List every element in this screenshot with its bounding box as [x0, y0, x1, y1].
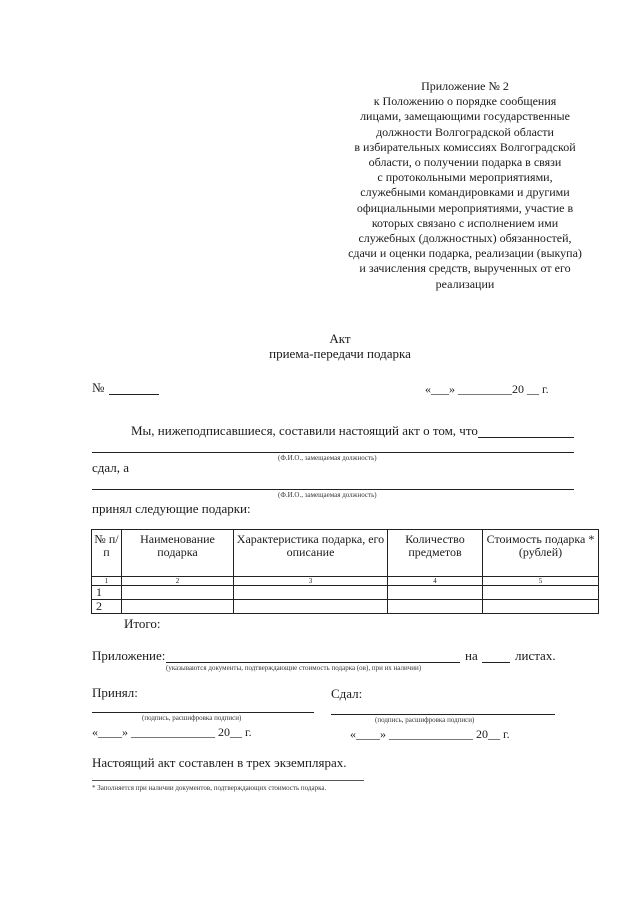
fio-hint-2: (Ф.И.О., замещаемая должность): [278, 491, 377, 499]
column-number-row: [92, 577, 599, 586]
attachment-sheets-field[interactable]: [482, 662, 510, 663]
appendix-line: реализации: [435, 276, 495, 291]
appendix-header: [320, 79, 610, 292]
cell-quantity[interactable]: [388, 586, 483, 600]
intro-field[interactable]: [478, 437, 574, 438]
table-row: [92, 586, 599, 600]
fio-field-1[interactable]: [92, 452, 574, 453]
attachment-hint: (указываются документы, подтверждающие стоимость подарка (ов), при их наличии): [166, 664, 422, 672]
received-following-label: принял следующие подарки:: [92, 501, 251, 516]
cell-description[interactable]: [234, 600, 388, 614]
col-number: 5: [483, 577, 599, 586]
total-label: Итого:: [124, 616, 161, 631]
cell-quantity[interactable]: [388, 600, 483, 614]
appendix-line: к Положению о порядке сообщения: [373, 94, 557, 109]
gifts-table: [91, 529, 599, 614]
giver-signature-hint: (подпись, расшифровка подписи): [375, 716, 475, 724]
giver-signature-field[interactable]: [331, 714, 555, 715]
col-number: 1: [92, 577, 122, 586]
receiver-signature-hint: (подпись, расшифровка подписи): [142, 714, 242, 722]
col-number: 2: [122, 577, 234, 586]
act-number-field[interactable]: [109, 394, 159, 395]
cell-cost[interactable]: [483, 600, 599, 614]
document-title: Акт: [329, 331, 351, 346]
fio-hint-1: (Ф.И.О., замещаемая должность): [278, 454, 377, 462]
table-header-row: [92, 530, 599, 577]
appendix-line: служебными командировками и другими: [360, 185, 570, 200]
cell-description[interactable]: [234, 586, 388, 600]
footnote: * Заполняется при наличии документов, подтверждающих стоимость подарка.: [92, 784, 327, 792]
appendix-line: которых связано с исполнением ими: [371, 215, 559, 230]
attachment-label: Приложение:: [92, 648, 166, 663]
cell-name[interactable]: [122, 586, 234, 600]
cell-cost[interactable]: [483, 586, 599, 600]
appendix-line: служебных (должностных) обязанностей,: [358, 231, 572, 246]
giver-date: «____» ______________ 20__ г.: [350, 727, 510, 741]
table-row: [92, 600, 599, 614]
receiver-date: «____» ______________ 20__ г.: [92, 725, 252, 739]
document-subtitle: приема-передачи подарка: [269, 346, 411, 361]
row-number: 2: [92, 600, 122, 614]
attachment-on: на: [465, 648, 478, 663]
col-header-description: Характеристика подарка, его описание: [234, 530, 388, 577]
col-header-number: № п/п: [92, 530, 122, 577]
appendix-line: лицами, замещающими государственные: [360, 109, 570, 124]
attachment-field[interactable]: [166, 662, 460, 663]
col-header-quantity: Количество предметов: [388, 530, 483, 577]
col-header-name: Наименование подарка: [122, 530, 234, 577]
row-number: 1: [92, 586, 122, 600]
appendix-line: должности Волгоградской области: [376, 124, 554, 139]
fio-field-2[interactable]: [92, 489, 574, 490]
col-header-cost: Стоимость подарка * (рублей): [483, 530, 599, 577]
col-number: 4: [388, 577, 483, 586]
appendix-line: сдачи и оценки подарка, реализации (выкупа): [348, 246, 582, 261]
act-date: «___» _________20 __ г.: [425, 382, 549, 396]
receiver-signature-field[interactable]: [92, 712, 314, 713]
intro-text: Мы, нижеподписавшиеся, составили настоящий акт о том, что: [131, 423, 478, 438]
cell-name[interactable]: [122, 600, 234, 614]
footnote-divider: [92, 780, 364, 781]
appendix-line: и зачисления средств, вырученных от его: [359, 261, 571, 276]
appendix-line: официальными мероприятиями, участие в: [356, 200, 574, 215]
col-number: 3: [234, 577, 388, 586]
gave-label: сдал, а: [92, 460, 130, 475]
attachment-sheets: листах.: [515, 648, 556, 663]
appendix-line: Приложение № 2: [421, 79, 509, 93]
handed-label: Сдал:: [331, 686, 363, 701]
act-number-label: №: [92, 380, 105, 395]
appendix-line: области, о получении подарка в связи: [368, 155, 562, 170]
received-label: Принял:: [92, 685, 138, 700]
appendix-line: в избирательных комиссиях Волгоградской: [354, 139, 576, 154]
appendix-line: с протокольными мероприятиями,: [377, 170, 553, 185]
copies-note: Настоящий акт составлен в трех экземплярах.: [92, 755, 347, 770]
